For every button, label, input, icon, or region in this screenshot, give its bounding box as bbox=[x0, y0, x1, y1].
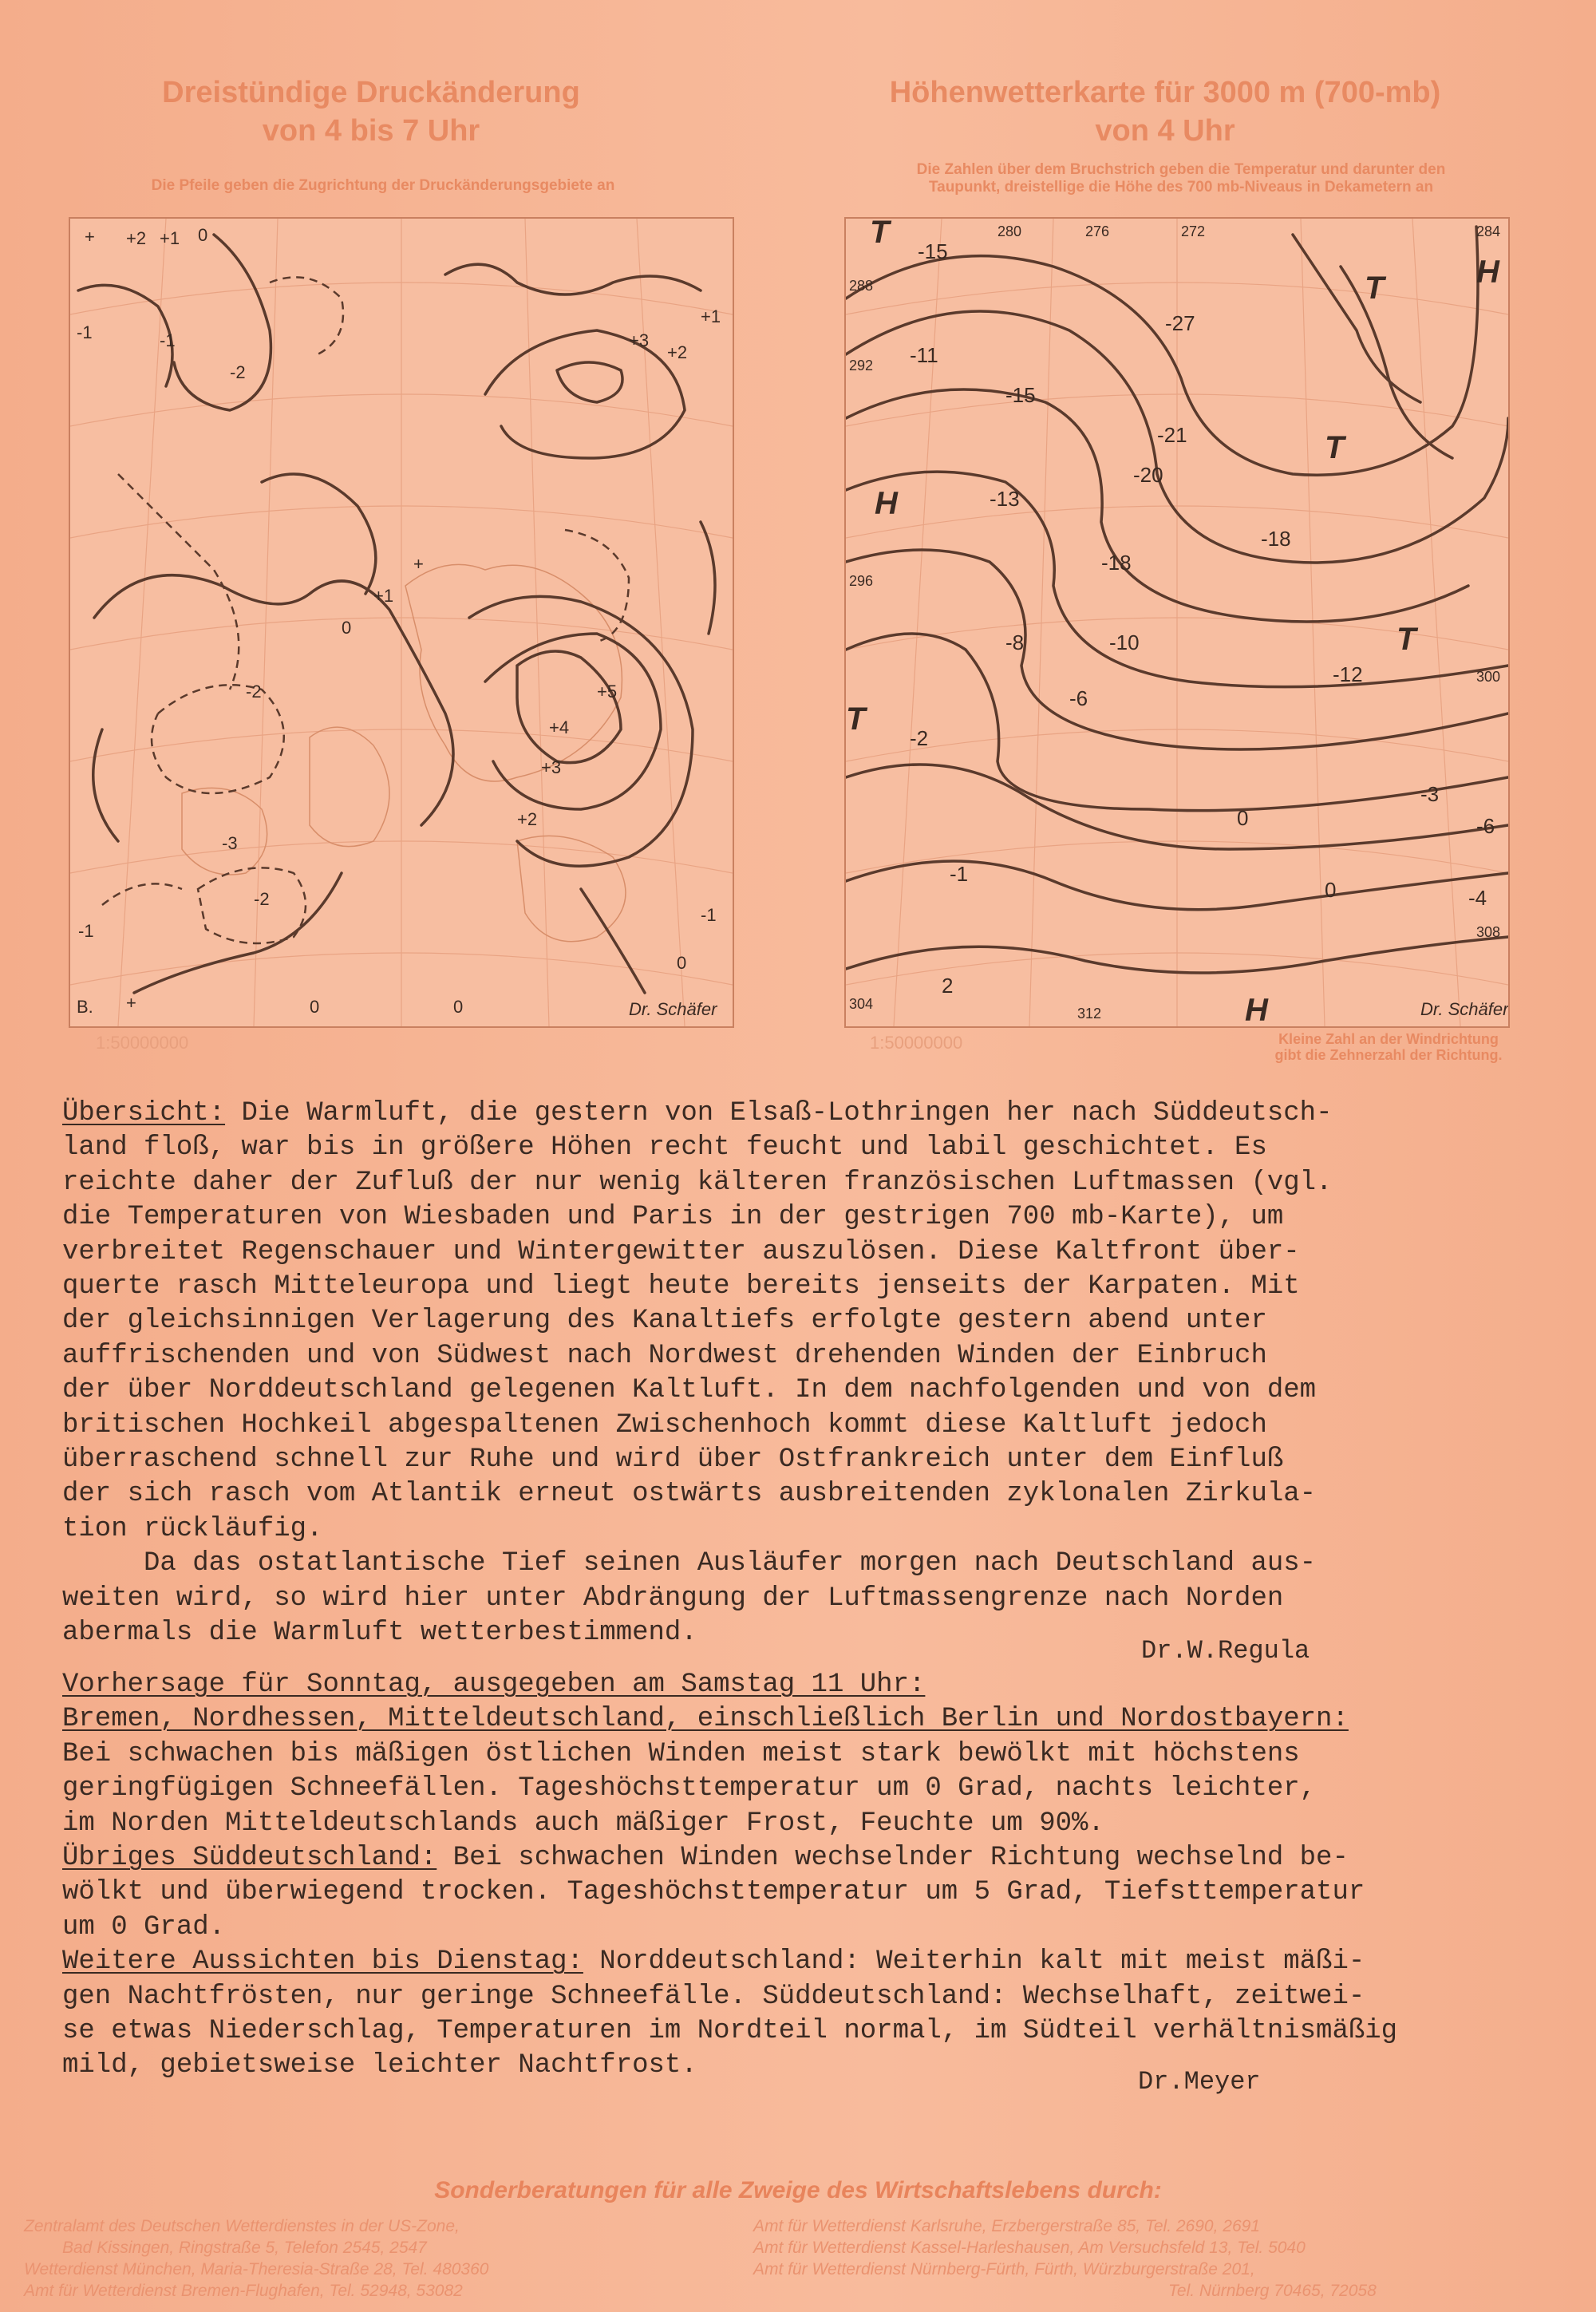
right-map-title-line2: von 4 Uhr bbox=[1095, 114, 1235, 148]
forecast-region1-heading: Bremen, Nordhessen, Mitteldeutschland, einschließlich Berlin und Nordostbayern: bbox=[62, 1704, 1349, 1735]
pressure-change-map-graphic bbox=[70, 219, 733, 1026]
right-map-center: T bbox=[1365, 271, 1385, 306]
left-map-label: +1 bbox=[373, 586, 394, 606]
right-map-label: 0 bbox=[1325, 878, 1337, 902]
left-map-label: -1 bbox=[77, 322, 93, 342]
forecast-line: geringfügigen Schneefällen. Tageshöchsttemperatur um 0 Grad, nachts leichter, bbox=[62, 1773, 1317, 1804]
forecast-section bbox=[62, 1668, 1578, 2084]
left-map-coastlines bbox=[182, 564, 626, 941]
right-map-height: 280 bbox=[998, 223, 1022, 239]
right-map-label: -12 bbox=[1333, 662, 1363, 686]
overview-line: tion rückläufig. bbox=[62, 1513, 323, 1544]
left-map-label: -1 bbox=[78, 921, 94, 941]
right-map-height: 284 bbox=[1476, 223, 1501, 239]
forecast-signature: Dr.Meyer bbox=[1138, 2067, 1261, 2097]
footer-left-line: Bad Kissingen, Ringstraße 5, Telefon 2545, 2547 bbox=[62, 2239, 427, 2257]
right-map-center: T bbox=[1396, 622, 1416, 657]
right-map-subtitle-line2: Taupunkt, dreistellige die Höhe des 700 mb-Niveaus in Dekametern an bbox=[928, 179, 1434, 196]
right-map-label: -15 bbox=[918, 239, 948, 263]
right-map-temperature-labels bbox=[910, 239, 1495, 998]
footer-left-line: Amt für Wetterdienst Bremen-Flughafen, Tel. 52948, 53082 bbox=[24, 2282, 463, 2300]
overview-line: überraschend schnell zur Ruhe und wird über Ostfrankreich unter dem Einfluß bbox=[62, 1445, 1284, 1476]
right-map-subtitle-line1: Die Zahlen über dem Bruchstrich geben die Temperatur und darunter den bbox=[916, 161, 1446, 178]
right-map-height: 292 bbox=[849, 358, 874, 373]
upper-air-map bbox=[844, 217, 1510, 1028]
right-map-label: -15 bbox=[1005, 383, 1036, 407]
right-map-label: 2 bbox=[942, 974, 954, 998]
right-map-label: -6 bbox=[1069, 686, 1088, 710]
right-map-center: H bbox=[875, 486, 898, 521]
overview-line: reichte daher der Zufluß der nur wenig kälteren französischen Luftmassen (vgl. bbox=[62, 1167, 1333, 1198]
footer-right-line: Amt für Wetterdienst Nürnberg-Fürth, Fürth, Würzburgerstraße 201, bbox=[753, 2260, 1255, 2278]
right-map-subtitle bbox=[830, 161, 1532, 196]
right-map-height: 272 bbox=[1181, 223, 1206, 239]
right-map-label: -27 bbox=[1165, 311, 1195, 335]
right-map-height: 312 bbox=[1077, 1006, 1102, 1022]
right-map-note-line2: gibt die Zehnerzahl der Richtung. bbox=[1274, 1047, 1503, 1063]
overview-line: Da das ostatlantische Tief seinen Ausläufer morgen nach Deutschland aus- bbox=[62, 1548, 1317, 1579]
left-map-title-line2: von 4 bis 7 Uhr bbox=[262, 114, 480, 148]
overview-line: Die Warmluft, die gestern von Elsaß-Lothringen her nach Süddeutsch- bbox=[241, 1098, 1333, 1128]
overview-line: auffrischenden und von Südwest nach Nordwest drehenden Winden der Einbruch bbox=[62, 1340, 1267, 1371]
right-map-label: 0 bbox=[1237, 806, 1249, 830]
overview-line: weiten wird, so wird hier unter Abdrängung der Luftmassengrenze nach Norden bbox=[62, 1583, 1284, 1614]
right-map-height: 300 bbox=[1476, 669, 1501, 685]
left-map-label: 0 bbox=[342, 618, 352, 638]
left-map-label: +2 bbox=[126, 228, 147, 248]
left-map-label: +3 bbox=[629, 330, 650, 350]
right-map-label: -2 bbox=[910, 726, 929, 750]
right-map-center: T bbox=[846, 702, 866, 737]
left-map-label: + bbox=[126, 993, 136, 1013]
footer-right-line: Tel. Nürnberg 70465, 72058 bbox=[1168, 2282, 1377, 2300]
left-map-label: +2 bbox=[517, 809, 538, 829]
right-map-label: -8 bbox=[1005, 630, 1025, 654]
overview-line: die Temperaturen von Wiesbaden und Paris in der gestrigen 700 mb-Karte), um bbox=[62, 1202, 1284, 1233]
forecast-line: se etwas Niederschlag, Temperaturen im Nordteil normal, im Südteil verhältnismäßig bbox=[62, 2016, 1398, 2047]
left-map-label: 0 bbox=[453, 997, 464, 1017]
right-map-height: 296 bbox=[849, 573, 874, 589]
right-map-center: H bbox=[1476, 255, 1499, 290]
right-map-author: Dr. Schäfer bbox=[1420, 999, 1508, 1019]
left-map-label: -1 bbox=[701, 905, 717, 925]
left-map-label: +1 bbox=[701, 306, 721, 326]
left-map-label: -1 bbox=[160, 330, 176, 350]
left-map-label: 0 bbox=[677, 953, 687, 973]
forecast-line: Norddeutschland: Weiterhin kalt mit meist mäßi- bbox=[583, 1946, 1365, 1978]
left-map-label: -2 bbox=[230, 362, 246, 382]
pressure-change-map bbox=[69, 217, 734, 1028]
overview-heading: Übersicht: bbox=[62, 1098, 226, 1128]
footer-left bbox=[24, 2215, 488, 2302]
right-map-height: 288 bbox=[849, 278, 874, 294]
forecast-line: Bei schwachen Winden wechselnder Richtung wechselnd be- bbox=[437, 1843, 1349, 1874]
forecast-heading: Vorhersage für Sonntag, ausgegeben am Samstag 11 Uhr: bbox=[62, 1670, 926, 1700]
left-map-label: +3 bbox=[541, 757, 562, 777]
left-map-label: +1 bbox=[160, 228, 180, 248]
right-map-scale: 1:50000000 bbox=[870, 1033, 963, 1053]
forecast-line: um 0 Grad. bbox=[62, 1911, 226, 1942]
overview-line: der sich rasch vom Atlantik erneut ostwärts ausbreitenden zyklonalen Zirkula- bbox=[62, 1479, 1317, 1510]
right-map-label: -18 bbox=[1261, 527, 1291, 551]
overview-line: land floß, war bis in größere Höhen recht feucht und labil geschichtet. Es bbox=[62, 1132, 1267, 1164]
overview-line: abermals die Warmluft wetterbestimmend. bbox=[62, 1618, 697, 1649]
right-map-center: H bbox=[1245, 993, 1268, 1026]
forecast-line: wölkt und überwiegend trocken. Tageshöchsttemperatur um 5 Grad, Tiefsttemperatur bbox=[62, 1877, 1365, 1908]
right-map-label: -6 bbox=[1476, 814, 1495, 838]
overview-line: der gleichsinnigen Verlagerung des Kanaltiefs erfolgte gestern abend unter bbox=[62, 1306, 1267, 1337]
footer-right bbox=[753, 2215, 1377, 2302]
overview-section bbox=[62, 1097, 1578, 1651]
right-map-height: 276 bbox=[1085, 223, 1110, 239]
right-map-label: -20 bbox=[1133, 463, 1163, 487]
left-map-label: -2 bbox=[246, 682, 262, 702]
left-map-label: +2 bbox=[667, 342, 688, 362]
forecast-line: mild, gebietsweise leichter Nachtfrost. bbox=[62, 2050, 697, 2081]
right-map-label: -18 bbox=[1101, 551, 1132, 575]
right-map-note bbox=[1245, 1031, 1532, 1063]
forecast-line: im Norden Mitteldeutschlands auch mäßiger Frost, Feuchte um 90%. bbox=[62, 1808, 1104, 1839]
right-map-height: 308 bbox=[1476, 924, 1501, 940]
left-map-subtitle: Die Pfeile geben die Zugrichtung der Druckänderungsgebiete an bbox=[151, 177, 615, 194]
overview-line: verbreitet Regenschauer und Wintergewitter auszulösen. Diese Kaltfront über- bbox=[62, 1236, 1300, 1267]
right-map-pressure-centers bbox=[846, 219, 1500, 1026]
right-map-title bbox=[846, 73, 1484, 150]
overview-line: der über Norddeutschland gelegenen Kaltluft. In dem nachfolgenden und von dem bbox=[62, 1375, 1317, 1406]
right-map-note-line1: Kleine Zahl an der Windrichtung bbox=[1278, 1031, 1499, 1047]
left-map-author: Dr. Schäfer bbox=[629, 999, 717, 1019]
overview-line: britischen Hochkeil abgespaltenen Zwischenhoch kommt diese Kaltluft jedoch bbox=[62, 1409, 1267, 1441]
left-map-label: + bbox=[85, 227, 95, 247]
left-map-label: +5 bbox=[597, 682, 618, 702]
right-map-label: -21 bbox=[1157, 423, 1187, 447]
right-map-title-line1: Höhenwetterkarte für 3000 m (700-mb) bbox=[889, 76, 1441, 109]
footer-left-line: Wetterdienst München, Maria-Theresia-Straße 28, Tel. 480360 bbox=[24, 2260, 489, 2278]
right-map-label: -10 bbox=[1109, 630, 1140, 654]
overview-line: querte rasch Mitteleuropa und liegt heute bereits jenseits der Karpaten. Mit bbox=[62, 1271, 1300, 1302]
left-map-corner: B. bbox=[77, 997, 93, 1017]
left-map-title bbox=[120, 73, 622, 150]
left-map-label: -3 bbox=[222, 833, 238, 853]
forecast-line: gen Nachtfrösten, nur geringe Schneefälle. Süddeutschland: Wechselhaft, zeitwei- bbox=[62, 1981, 1365, 2012]
right-map-label: -4 bbox=[1468, 886, 1487, 910]
right-map-center: T bbox=[1325, 430, 1345, 465]
left-map-label: +4 bbox=[549, 717, 570, 737]
upper-air-map-graphic bbox=[846, 219, 1508, 1026]
right-map-label: -3 bbox=[1420, 782, 1440, 806]
footer-right-line: Amt für Wetterdienst Kassel-Harleshausen, Am Versuchsfeld 13, Tel. 5040 bbox=[753, 2239, 1306, 2257]
forecast-region2-heading: Übriges Süddeutschland: bbox=[62, 1843, 437, 1874]
left-map-label: + bbox=[413, 554, 424, 574]
right-map-center: T bbox=[870, 219, 890, 250]
footer-right-line: Amt für Wetterdienst Karlsruhe, Erzbergerstraße 85, Tel. 2690, 2691 bbox=[753, 2217, 1260, 2235]
forecast-outlook-heading: Weitere Aussichten bis Dienstag: bbox=[62, 1946, 583, 1978]
right-map-label: -13 bbox=[990, 487, 1020, 511]
footer-left-line: Zentralamt des Deutschen Wetterdienstes in der US-Zone, bbox=[24, 2217, 460, 2235]
left-map-label: 0 bbox=[198, 225, 208, 245]
right-map-label: -1 bbox=[950, 862, 969, 886]
right-map-height: 304 bbox=[849, 996, 874, 1012]
footer-title: Sonderberatungen für alle Zweige des Wirtschaftslebens durch: bbox=[434, 2177, 1162, 2203]
left-map-scale: 1:50000000 bbox=[96, 1033, 189, 1053]
left-map-label: 0 bbox=[310, 997, 320, 1017]
overview-signature: Dr.W.Regula bbox=[1141, 1636, 1310, 1666]
forecast-line: Bei schwachen bis mäßigen östlichen Winden meist stark bewölkt mit höchstens bbox=[62, 1738, 1300, 1769]
left-map-label: -2 bbox=[254, 889, 270, 909]
right-map-label: -11 bbox=[910, 343, 938, 367]
left-map-title-line1: Dreistündige Druckänderung bbox=[162, 76, 580, 109]
